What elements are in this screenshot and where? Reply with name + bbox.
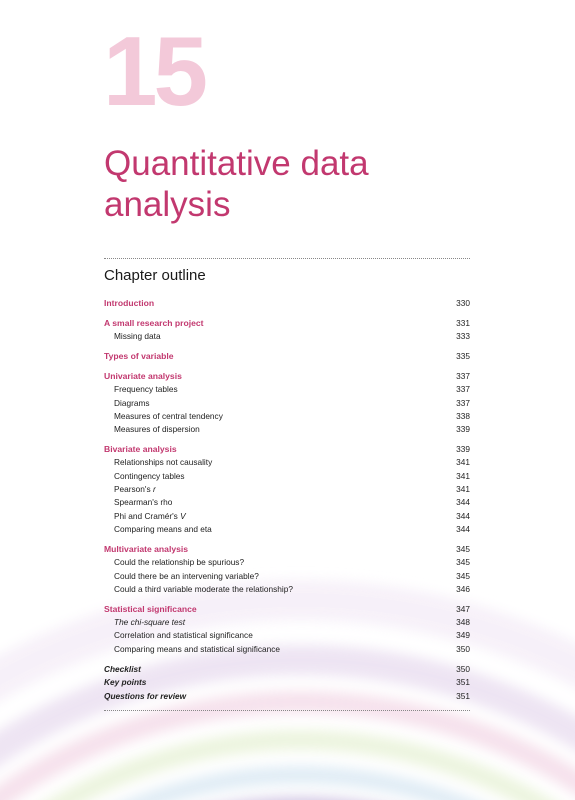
toc-subsection-label-text: Could the relationship be spurious? (114, 557, 245, 568)
toc-subsection-label-text: Contingency tables (114, 470, 185, 481)
toc-end-item-label-text: Key points (104, 677, 147, 688)
toc-subsection (104, 571, 470, 584)
divider-top (104, 258, 470, 259)
toc-subsection (104, 630, 470, 643)
table-of-contents (104, 298, 470, 704)
toc-subsection-label-italic: V (180, 510, 186, 521)
toc-section (104, 604, 470, 617)
toc-subsection-label-text: Measures of central tendency (114, 410, 223, 421)
divider-bottom (104, 710, 470, 711)
toc-section-page: 347 (456, 604, 470, 615)
toc-subsection-label (114, 424, 200, 434)
toc-subsection-label (114, 331, 161, 341)
toc-section-label-text: Introduction (104, 298, 155, 308)
toc-subsection-page: 345 (456, 557, 470, 568)
toc-subsection-page: 350 (456, 643, 470, 654)
toc-section-page: 345 (456, 544, 470, 555)
toc-subsection-label-text: Could there be an intervening variable? (114, 570, 259, 581)
chapter-title: Quantitative data analysis (104, 144, 369, 224)
toc-subsection-label (114, 497, 172, 507)
toc-section-label (104, 318, 204, 328)
toc-end-item-page: 350 (456, 664, 470, 675)
toc-subsection-label-text: Comparing means and eta (114, 523, 212, 534)
toc-section-label-text: Statistical significance (104, 604, 197, 615)
toc-subsection-page: 349 (456, 630, 470, 641)
toc-subsection (104, 331, 470, 344)
toc-subsection (104, 497, 470, 510)
toc-subsection (104, 644, 470, 657)
toc-subsection-label (114, 411, 223, 421)
toc-subsection-page: 341 (456, 484, 470, 495)
toc-subsection-page: 333 (456, 331, 470, 341)
toc-subsection (104, 524, 470, 537)
toc-subsection (104, 384, 470, 397)
toc-subsection-label-text: Phi and Cramér's (114, 510, 178, 521)
toc-subsection-page: 337 (456, 397, 470, 408)
toc-section-page: 331 (456, 318, 470, 328)
toc-section-label-text: A small research project (104, 318, 204, 328)
toc-subsection-page: 339 (456, 424, 470, 435)
toc-subsection-label-text: Correlation and statistical significance (114, 630, 253, 641)
toc-subsection (104, 424, 470, 437)
toc-subsection-label-italic: r (152, 484, 156, 495)
toc-subsection-label (114, 630, 253, 640)
toc-section-label (104, 351, 174, 361)
toc-section-page: 337 (456, 371, 470, 382)
toc-subsection-label (114, 557, 244, 567)
toc-section (104, 298, 470, 311)
toc-section-label (104, 444, 177, 454)
toc-end-item (104, 664, 470, 677)
toc-subsection (104, 557, 470, 570)
toc-subsection-page: 341 (456, 470, 470, 481)
toc-subsection-page: 344 (456, 510, 470, 521)
toc-subsection-label-text: Comparing means and statistical significance (114, 643, 281, 654)
toc-subsection-label-text: Spearman's rho (114, 497, 173, 508)
toc-subsection-label (114, 571, 259, 581)
toc-subsection-label (114, 457, 212, 467)
toc-subsection (104, 484, 470, 497)
toc-subsection-label (114, 644, 280, 654)
toc-subsection-page: 344 (456, 497, 470, 508)
toc-end-matter (104, 664, 470, 704)
toc-section (104, 318, 470, 331)
toc-subsection-label-text: Could a third variable moderate the relationship? (114, 583, 293, 594)
toc-subsection-label (114, 398, 150, 408)
toc-subsection-page: 346 (456, 583, 470, 594)
toc-subsection (104, 398, 470, 411)
toc-end-item-label-text: Questions for review (104, 690, 187, 701)
toc-section (104, 371, 470, 384)
toc-subsection (104, 411, 470, 424)
toc-subsection (104, 471, 470, 484)
toc-section (104, 544, 470, 557)
toc-section-label-text: Univariate analysis (104, 371, 182, 382)
toc-section-label (104, 298, 154, 308)
toc-subsection-label (114, 524, 212, 534)
toc-subsection-label-text: Pearson's (114, 484, 151, 495)
toc-subsection-label (114, 617, 185, 627)
toc-section (104, 351, 470, 364)
toc-subsection-page: 348 (456, 617, 470, 628)
toc-subsection (104, 457, 470, 470)
toc-section-page: 335 (456, 351, 470, 362)
toc-section (104, 444, 470, 457)
toc-end-item-label (104, 664, 141, 674)
toc-subsection-label (114, 484, 156, 494)
chapter-number: 15 (103, 16, 205, 126)
toc-subsection-label (114, 384, 178, 394)
toc-subsection-label-text: Relationships not causality (114, 457, 213, 468)
toc-subsection-label-text: Diagrams (114, 397, 150, 408)
toc-subsection (104, 584, 470, 597)
toc-subsection-page: 344 (456, 523, 470, 534)
toc-subsection-page: 341 (456, 457, 470, 468)
outline-heading: Chapter outline (104, 267, 206, 284)
toc-subsection-label (114, 471, 185, 481)
toc-section-page: 339 (456, 444, 470, 455)
toc-end-item (104, 691, 470, 704)
toc-subsection-label (114, 584, 293, 594)
toc-subsection-page: 345 (456, 570, 470, 581)
toc-end-item-page: 351 (456, 677, 470, 688)
toc-subsection-label-text: Measures of dispersion (114, 424, 200, 435)
toc-subsection-label (114, 511, 186, 521)
toc-end-item (104, 677, 470, 690)
toc-section-label (104, 544, 188, 554)
toc-section-label (104, 371, 182, 381)
toc-end-item-label (104, 691, 186, 701)
toc-subsection (104, 617, 470, 630)
toc-subsection (104, 511, 470, 524)
toc-subsection-label-text: The chi-square test (114, 617, 186, 628)
toc-section-label-text: Multivariate analysis (104, 544, 189, 555)
toc-subsection-label-text: Frequency tables (114, 384, 178, 395)
toc-end-item-label (104, 677, 146, 687)
toc-section-page: 330 (456, 298, 470, 308)
toc-end-item-page: 351 (456, 690, 470, 701)
toc-subsection-page: 338 (456, 410, 470, 421)
toc-section-label-text: Bivariate analysis (104, 444, 177, 455)
toc-subsection-page: 337 (456, 384, 470, 395)
toc-section-label-text: Types of variable (104, 351, 174, 362)
toc-end-item-label-text: Checklist (104, 664, 141, 675)
toc-section-label (104, 604, 197, 614)
toc-subsection-label-text: Missing data (114, 331, 161, 341)
